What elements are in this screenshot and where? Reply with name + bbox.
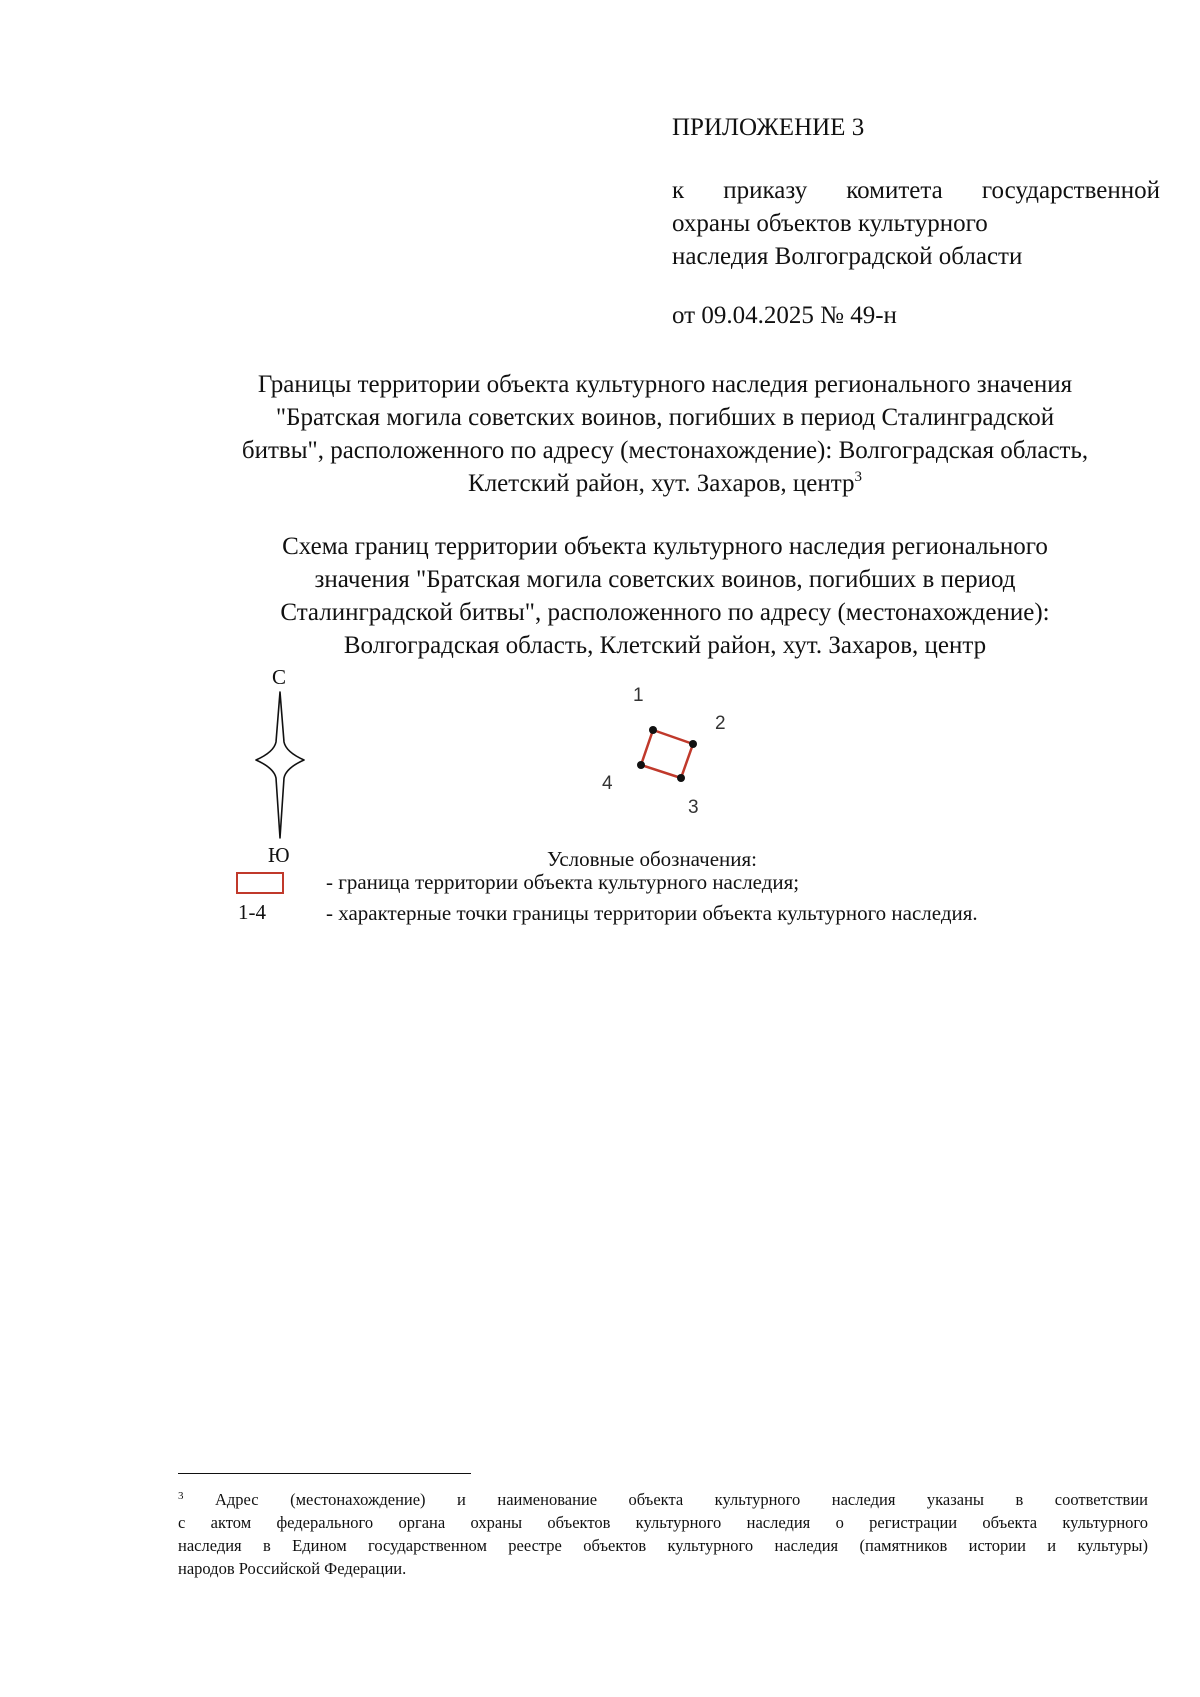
boundary-plan [595, 680, 755, 820]
boundary-point-3 [677, 774, 685, 782]
legend-boundary-swatch [236, 872, 284, 894]
title-line: битвы", расположенного по адресу (местонахождение): Волгоградская область, [241, 437, 1089, 464]
legend-title: Условные обозначения: [546, 847, 758, 871]
legend-points-label: - характерные точки границы территории объекта культурного наследия. [326, 901, 978, 925]
footnote-mark: 3 [178, 1490, 184, 1502]
footnote-reference: 3 [854, 469, 862, 485]
scheme-title-line: Сталинградской битвы", расположенного по адресу (местонахождение): [280, 599, 1050, 626]
appendix-title: ПРИЛОЖЕНИЕ 3 [672, 114, 865, 141]
scheme-title [170, 530, 1160, 662]
point-label-2: 2 [715, 713, 726, 734]
scheme-title-line: значения "Братская могила советских воинов, погибших в период [314, 566, 1016, 593]
document-title [170, 368, 1160, 500]
footnote-line: с актом федерального органа охраны объектов культурного наследия о регистрации объекта культурного [178, 1513, 1148, 1532]
footnote-separator [178, 1473, 471, 1474]
boundary-point-1 [649, 726, 657, 734]
boundary-polygon [641, 730, 693, 778]
scheme-title-line: Волгоградская область, Клетский район, хут. Захаров, центр [343, 632, 987, 659]
title-line: "Братская могила советских воинов, погибших в период Сталинградской [275, 404, 1055, 431]
compass-north-label: С [272, 665, 287, 689]
boundary-point-2 [689, 740, 697, 748]
footnote-line: народов Российской Федерации. [178, 1559, 407, 1578]
footnote-line: наследия в Едином государственном реестре объектов культурного наследия (памятников истории и культуры) [178, 1536, 1148, 1555]
legend-boundary-label: - граница территории объекта культурного наследия; [326, 870, 800, 894]
order-date-number: от 09.04.2025 № 49-н [672, 302, 897, 329]
order-reference-line: наследия Волгоградской области [672, 243, 1023, 270]
boundary-point-4 [637, 761, 645, 769]
order-reference-line: охраны объектов культурного [672, 210, 988, 237]
scheme-title-line: Схема границ территории объекта культурного наследия регионального [282, 533, 1048, 560]
order-reference-line: к приказу комитета государственной [672, 177, 1160, 204]
point-label-4: 4 [602, 773, 613, 794]
title-line: Границы территории объекта культурного наследия регионального значения [257, 371, 1073, 398]
point-label-1: 1 [633, 685, 644, 706]
legend-points-symbol: 1-4 [238, 900, 266, 924]
title-line-text: Клетский район, хут. Захаров, центр [468, 470, 855, 497]
footnote [178, 1488, 1148, 1580]
compass-rose-icon [250, 690, 310, 840]
point-label-3: 3 [688, 797, 699, 818]
title-line [170, 467, 1160, 500]
footnote-line-text: Адрес (местонахождение) и наименование объекта культурного наследия указаны в соответствии [215, 1490, 1149, 1509]
order-reference [672, 174, 1160, 273]
compass-south-label: Ю [268, 843, 290, 867]
footnote-line [178, 1488, 1148, 1511]
